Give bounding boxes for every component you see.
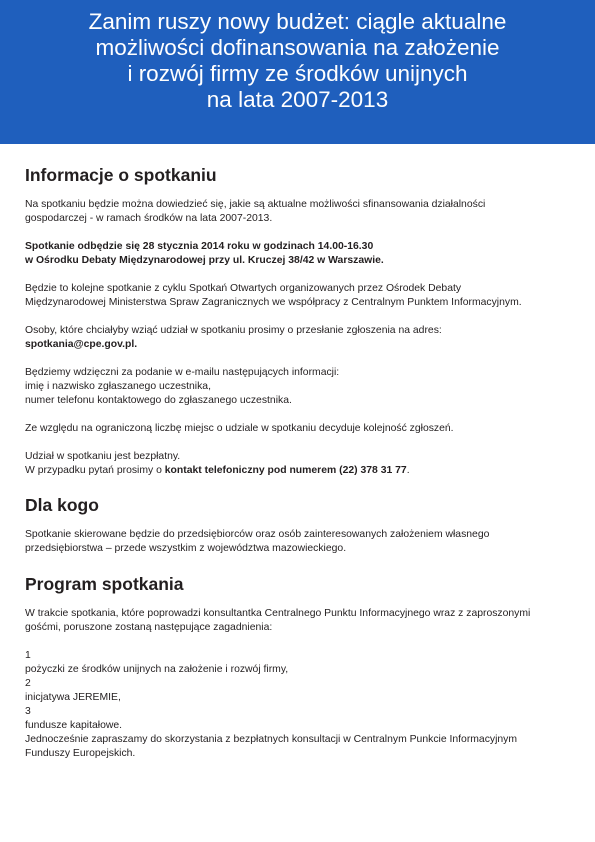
text-line: imię i nazwisko zgłaszanego uczestnika, bbox=[25, 381, 211, 392]
text-fragment: . bbox=[406, 465, 410, 476]
text-line: W trakcie spotkania, które poprowadzi konsultantka Centralnego Punktu Informacyjnego wraz z zaproszonymi bbox=[25, 608, 531, 619]
list-item: fundusze kapitałowe. bbox=[25, 720, 123, 731]
registration-paragraph bbox=[25, 324, 570, 352]
list-item: inicjatywa JEREMIE, bbox=[25, 692, 121, 703]
text-line: numer telefonu kontaktowego do zgłaszanego uczestnika. bbox=[25, 395, 292, 406]
info-paragraph-5 bbox=[25, 366, 570, 408]
page-title-line-2: możliwości dofinansowania na założenie bbox=[95, 35, 500, 60]
info-paragraph-6 bbox=[25, 422, 570, 436]
section-heading-info: Informacje o spotkaniu bbox=[25, 165, 217, 185]
program-topic-list bbox=[25, 649, 570, 761]
page-title-line-3: i rozwój firmy ze środków unijnych bbox=[127, 61, 468, 86]
text-line: Osoby, które chciałyby wziąć udział w spotkaniu prosimy o przesłanie zgłoszenia na adres: bbox=[25, 325, 442, 336]
meeting-date-paragraph bbox=[25, 240, 570, 268]
audience-paragraph bbox=[25, 528, 570, 556]
text-line: Będzie to kolejne spotkanie z cyklu Spotkań Otwartych organizowanych przez Ośrodek Debaty bbox=[25, 283, 462, 294]
text-line: Ze względu na ograniczoną liczbę miejsc o udziale w spotkaniu decyduje kolejność zgłoszeń. bbox=[25, 423, 454, 434]
info-paragraph-1 bbox=[25, 198, 570, 226]
title-banner bbox=[0, 0, 595, 144]
document-body bbox=[0, 164, 595, 761]
text-line: gospodarczej - w ramach środków na lata 2007-2013. bbox=[25, 213, 273, 224]
text-line: Spotkanie odbędzie się 28 stycznia 2014 roku w godzinach 14.00-16.30 bbox=[25, 241, 374, 252]
text-line: Międzynarodowej Ministerstwa Spraw Zagranicznych we współpracy z Centralnym Punktem Informacyjnym. bbox=[25, 297, 522, 308]
text-line: gośćmi, poruszone zostaną następujące zagadnienia: bbox=[25, 622, 273, 633]
list-item-number: 1 bbox=[25, 650, 31, 661]
phone-contact: kontakt telefoniczny pod numerem (22) 378 31 77 bbox=[164, 465, 407, 476]
page-title-line-1: Zanim ruszy nowy budżet: ciągle aktualne bbox=[88, 9, 507, 34]
info-paragraph-7 bbox=[25, 450, 570, 478]
text-fragment: W przypadku pytań prosimy o bbox=[25, 465, 165, 476]
text-line: Funduszy Europejskich. bbox=[25, 748, 136, 759]
list-item: pożyczki ze środków unijnych na założenie i rozwój firmy, bbox=[25, 664, 289, 675]
program-intro-paragraph bbox=[25, 607, 570, 635]
section-heading-program: Program spotkania bbox=[25, 574, 184, 594]
email-link[interactable]: spotkania@cpe.gov.pl. bbox=[25, 339, 138, 350]
text-line: w Ośrodku Debaty Międzynarodowej przy ul. Kruczej 38/42 w Warszawie. bbox=[25, 255, 384, 266]
text-line: Udział w spotkaniu jest bezpłatny. bbox=[25, 451, 181, 462]
text-line: Spotkanie skierowane będzie do przedsiębiorców oraz osób zainteresowanych założeniem własnego bbox=[25, 529, 490, 540]
info-paragraph-3 bbox=[25, 282, 570, 310]
page-title-line-4: na lata 2007-2013 bbox=[206, 87, 389, 112]
text-line: Na spotkaniu będzie można dowiedzieć się, jakie są aktualne możliwości sfinansowania działalności bbox=[25, 199, 486, 210]
text-line: Jednocześnie zapraszamy do skorzystania z bezpłatnych konsultacji w Centralnym Punkcie Informacyjnym bbox=[25, 734, 518, 745]
text-line: przedsiębiorstwa – przede wszystkim z województwa mazowieckiego. bbox=[25, 543, 347, 554]
section-heading-audience: Dla kogo bbox=[25, 495, 99, 515]
text-line bbox=[25, 464, 570, 478]
list-item-number: 2 bbox=[25, 678, 31, 689]
list-item-number: 3 bbox=[25, 706, 31, 717]
text-line: Będziemy wdzięczni za podanie w e-mailu następujących informacji: bbox=[25, 367, 340, 378]
